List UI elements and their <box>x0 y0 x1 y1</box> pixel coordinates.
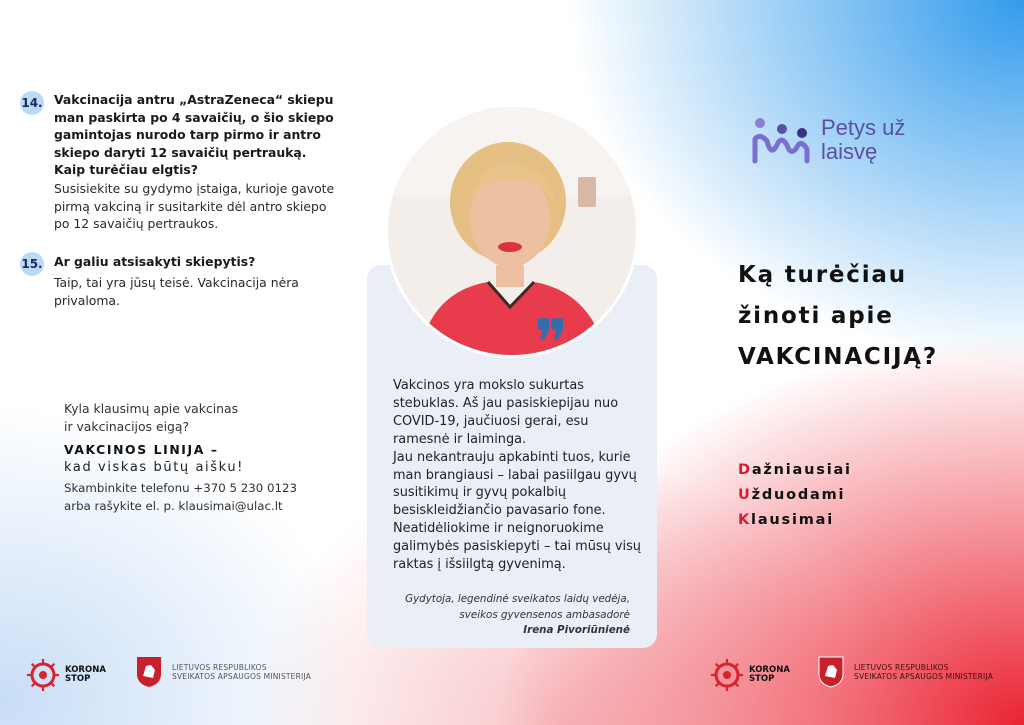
answer-15-text: Taip, tai yra jūsų teisė. Vakcinacija nėra privaloma. <box>54 275 299 308</box>
helpline-tagline: kad viskas būtų aišku! <box>64 460 244 475</box>
coat-of-arms-icon <box>818 656 844 688</box>
petys-uz-laisve-logo <box>751 115 905 165</box>
answer-14-text: Susisiekite su gydymo įstaiga, kurioje gavote pirmą vakciną ir susitarkite dėl antro skiepo po 12 savaičių pertraukos. <box>54 181 335 231</box>
quote-mark-icon: ❞ <box>534 307 569 381</box>
author-name: Irena Pivoriūnienė <box>523 624 630 636</box>
virus-logo-icon <box>710 658 744 692</box>
cover-title: Ką turėčiau žinoti apie VAKCINACIJĄ? <box>738 262 939 370</box>
helpline-intro: Kyla klausimų apie vakcinas ir vakcinacijos eigą? <box>64 401 239 434</box>
vaccine-helpline <box>64 400 297 515</box>
question-number-badge: 14. <box>20 91 44 115</box>
cover-subtitle-duk: Dažniausiai Užduodami Klausimai <box>738 462 852 528</box>
coat-of-arms-icon <box>136 656 162 688</box>
virus-logo-icon <box>26 658 60 692</box>
quote-author: Gydytoja, legendinė sveikatos laidų vedėja, sveikos gyvensenos ambasadorė Irena Pivoriūnienė <box>405 593 630 636</box>
brand-name-line2: laisvę <box>821 139 878 164</box>
ministry-logo-right: LIETUVOS RESPUBLIKOS SVEIKATOS APSAUGOS MINISTERIJA <box>818 656 993 688</box>
quote-body: Vakcinos yra mokslo sukurtas stebuklas. Aš jau pasiskiepijau nuo COVID-19, jaučiuosi gerai, esu ramesnė ir laiminga. Jau nekantrauju apkabinti tuos, kurie man brangiausi – labai pasiilgau gyvų susitikimų ir gyvų pokalbių besiskleidžiančio pavasario fone. Neatidėliokime ir neignoruokime galimybės pasiskiepyti – tai mūsų visų raktas į išsiilgtą gyvenimą. <box>393 378 641 573</box>
question-15-text: Ar galiu atsisakyti skiepytis? <box>54 254 256 269</box>
question-number-badge: 15. <box>20 252 44 276</box>
korona-stop-logo-right: KORONA STOP <box>710 658 790 692</box>
korona-stop-logo-left: KORONA STOP <box>26 658 106 692</box>
brand-name-line1: Petys už <box>821 115 906 140</box>
ministry-logo-left: LIETUVOS RESPUBLIKOS SVEIKATOS APSAUGOS MINISTERIJA <box>136 656 311 688</box>
people-logo-icon <box>751 115 813 165</box>
portrait-photo <box>385 104 639 358</box>
helpline-title: VAKCINOS LINIJA – <box>64 442 219 457</box>
question-14-text: Vakcinacija antru „AstraZeneca“ skiepu man paskirta po 4 savaičių, o šio skiepo gamintojas nurodo tarp pirmo ir antro skiepo daryti 12 savaičių pertrauką. Kaip turėčiau elgtis? <box>54 92 334 177</box>
helpline-contact: Skambinkite telefonu +370 5 230 0123 arba rašykite el. p. klausimai@ulac.lt <box>64 481 298 513</box>
